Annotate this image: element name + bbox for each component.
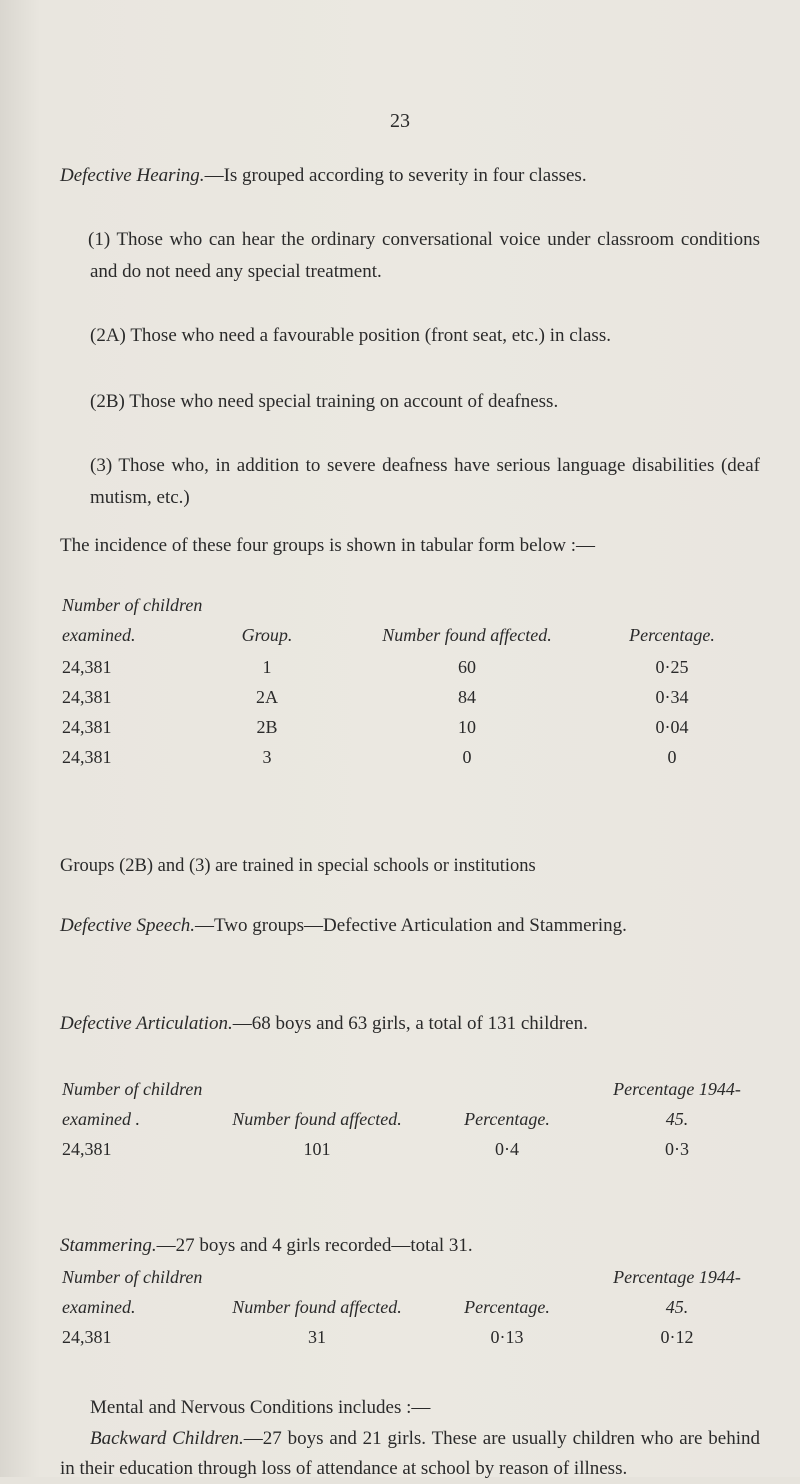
cell: 24,381 (62, 747, 112, 767)
stammering-paragraph (60, 1230, 760, 1262)
class-text: Those who need special training on account of deafness. (129, 391, 559, 412)
hearing-note: Groups (2B) and (3) are trained in special schools or institutions (60, 856, 536, 876)
articulation-heading: Defective Articulation. (60, 1013, 233, 1034)
cell: 24,381 (62, 717, 112, 737)
articulation-text: —68 boys and 63 girls, a total of 131 children. (232, 1013, 588, 1034)
cell: 0·13 (490, 1327, 524, 1347)
col-header-percentage: Percentage. (629, 625, 715, 645)
hearing-intro-text: —Is grouped according to severity in four classes. (204, 165, 587, 186)
col-header-found: Number found affected. (382, 625, 552, 645)
col-header-percentage: Percentage. (464, 1109, 550, 1129)
stammering-heading: Stammering. (60, 1235, 157, 1256)
col-header-percentage: Percentage. (464, 1297, 550, 1317)
class-text: Those who, in addition to severe deafness have serious language disabilities (deaf mutism, etc.) (90, 455, 760, 508)
cell: 24,381 (62, 1327, 112, 1347)
table-row (62, 652, 752, 682)
table-row (62, 712, 752, 742)
table-row (62, 1134, 752, 1164)
articulation-table (62, 1074, 752, 1164)
cell: 2A (256, 687, 278, 707)
backward-children-paragraph (60, 1424, 760, 1484)
speech-paragraph (60, 910, 760, 942)
hearing-heading: Defective Hearing. (60, 165, 205, 186)
cell: 10 (458, 717, 476, 737)
cell: 84 (458, 687, 476, 707)
cell: 0 (462, 747, 472, 767)
cell: 2B (256, 717, 278, 737)
backward-text: —27 boys and 21 girls. These are usually children who are behind in their education through loss of attendance at school by reason of illness. (60, 1428, 760, 1479)
class-label: (2A) (90, 325, 126, 346)
table-row (62, 742, 752, 772)
cell: 0·4 (495, 1139, 519, 1159)
cell: 24,381 (62, 687, 112, 707)
cell: 1 (262, 657, 272, 677)
hearing-class-3 (90, 450, 760, 514)
stammering-table (62, 1262, 752, 1352)
cell: 101 (303, 1139, 331, 1159)
class-label: (2B) (90, 391, 125, 412)
class-text: Those who need a favourable position (front seat, etc.) in class. (130, 325, 611, 346)
table-row (62, 682, 752, 712)
col-header-examined: Number of children examined. (62, 595, 203, 645)
table-header (62, 1262, 752, 1322)
articulation-paragraph (60, 1008, 760, 1040)
class-text: Those who can hear the ordinary conversational voice under classroom conditions and do not need any special treatment. (90, 229, 760, 282)
hearing-class-2b (90, 386, 760, 418)
hearing-intro (60, 160, 760, 192)
col-header-group: Group. (241, 625, 293, 645)
col-header-examined: Number of children examined . (62, 1079, 203, 1129)
table-header (62, 1074, 752, 1134)
cell: 0·12 (660, 1327, 694, 1347)
col-header-found: Number found affected. (232, 1297, 402, 1317)
cell: 0 (667, 747, 677, 767)
cell: 0·34 (655, 687, 689, 707)
speech-text: —Two groups—Defective Articulation and Stammering. (195, 915, 627, 936)
stammering-text: —27 boys and 4 girls recorded—total 31. (156, 1235, 473, 1256)
speech-heading: Defective Speech. (60, 915, 196, 936)
mental-intro: Mental and Nervous Conditions includes :— (90, 1397, 431, 1418)
cell: 0·25 (655, 657, 689, 677)
col-header-examined: Number of children examined. (62, 1267, 203, 1317)
hearing-table (62, 590, 752, 772)
col-header-percentage-1944: Percentage 1944-45. (613, 1079, 741, 1129)
backward-heading: Backward Children. (90, 1428, 244, 1449)
class-label: (3) (90, 455, 113, 476)
cell: 0·3 (665, 1139, 689, 1159)
hearing-class-2a (90, 320, 760, 352)
col-header-percentage-1944: Percentage 1944-45. (613, 1267, 741, 1317)
cell: 24,381 (62, 1139, 112, 1159)
cell: 24,381 (62, 657, 112, 677)
cell: 3 (262, 747, 272, 767)
col-header-found: Number found affected. (232, 1109, 402, 1129)
cell: 0·04 (655, 717, 689, 737)
hearing-table-intro: The incidence of these four groups is shown in tabular form below :— (60, 535, 596, 556)
class-label: (1) (88, 229, 111, 250)
table-header (62, 590, 752, 650)
table-row (62, 1322, 752, 1352)
page-number: 23 (390, 110, 410, 132)
cell: 31 (308, 1327, 326, 1347)
cell: 60 (458, 657, 476, 677)
hearing-class-1 (90, 224, 760, 288)
